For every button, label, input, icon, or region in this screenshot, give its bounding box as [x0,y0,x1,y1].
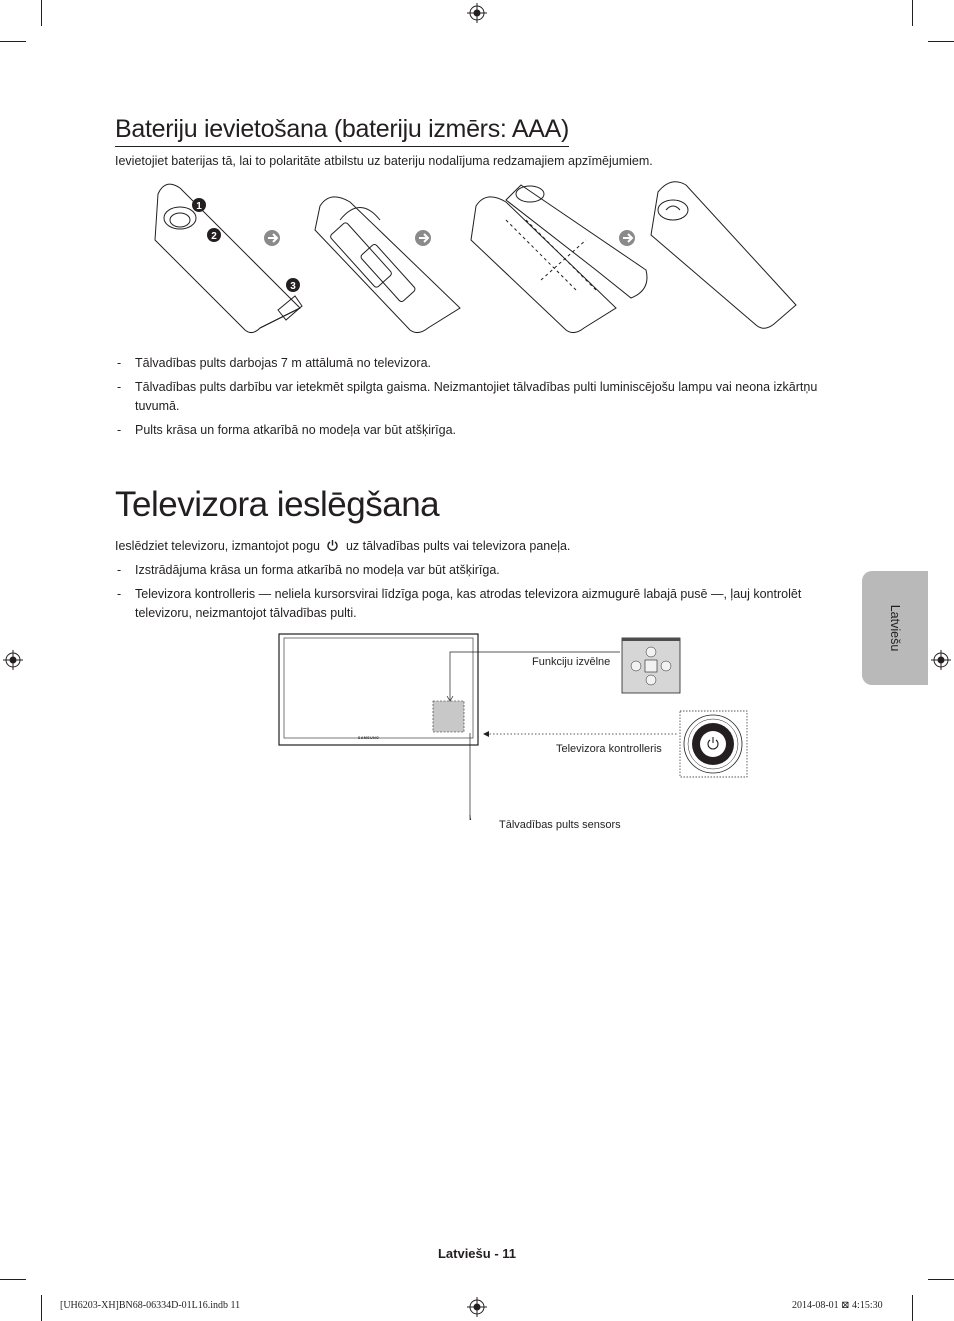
power-icon [326,539,339,552]
crop-mark [928,1279,954,1280]
tv-controller-diagram [270,630,760,820]
crop-mark [912,1295,913,1321]
step-badge-3 [286,278,300,292]
section-title-batteries: Bateriju ievietošana (bateriju izmērs: AAA) [115,112,569,147]
crop-mark [928,41,954,42]
batteries-notes [117,354,837,445]
registration-mark-icon [467,3,487,23]
crop-mark [0,41,26,42]
note-item: - Televizora kontrolleris — neliela kursorsvirai līdzīga poga, kas atrodas televizora aizmugurē labajā pusē —, ļauj kontrolēt televizoru, neizmantojot tālvadības pulti. [117,585,832,623]
remote-sensor-area [433,701,464,732]
note-item: - Izstrādājuma krāsa un forma atkarībā no modeļa var būt atšķirīga. [117,561,832,580]
crop-mark [41,1295,42,1321]
power-on-intro [115,537,570,556]
note-item: - Tālvadības pults darbojas 7 m attālumā no televizora. [117,354,837,373]
remote-step-2 [315,197,460,333]
remote-step-3 [471,185,647,333]
note-item: - Tālvadības pults darbību var ietekmēt spilgta gaisma. Neizmantojiet tālvadības pulti luminiscējošu lampu vai neona izkārtņu tuvumā. [117,378,837,416]
language-side-tab-label: Latviešu [888,604,902,652]
print-slug-left: [UH6203-XH]BN68-06334D-01L16.indb 11 [60,1300,241,1311]
tv-controller-button [680,711,747,777]
label-function-menu: Funkciju izvēlne [532,656,611,668]
registration-mark-icon [3,650,23,670]
language-side-tab [862,571,928,685]
tv-brand-logo: SAMSUNG [358,736,380,740]
note-item: - Pults krāsa un forma atkarībā no modeļa var būt atšķirīga. [117,421,837,440]
next-step-arrow-icon [619,230,635,246]
registration-mark-icon [467,1297,487,1317]
intro-text-before: Ieslēdziet televizoru, izmantojot pogu [115,539,320,553]
remote-step-4 [651,182,796,329]
next-step-arrow-icon [415,230,431,246]
step-badge-1 [192,198,206,212]
next-step-arrow-icon [264,230,280,246]
intro-text-after: uz tālvadības pults vai televizora paneļa. [345,539,571,553]
label-remote-sensor: Tālvadības pults sensors [499,819,621,831]
svg-text:2: 2 [211,231,217,242]
print-slug-right: 2014-08-01 ⊠ 4:15:30 [792,1300,883,1311]
crop-mark [0,1279,26,1280]
svg-text:1: 1 [196,201,202,212]
step-badge-2 [207,228,221,242]
crop-mark [912,0,913,26]
batteries-intro: Ievietojiet baterijas tā, lai to polaritāte atbilstu uz bateriju nodalījuma redzamajiem apzīmējumiem. [115,154,653,168]
power-on-notes [117,561,832,628]
battery-insertion-illustration [150,180,810,336]
function-menu-panel [622,638,680,693]
crop-mark [41,0,42,26]
section-title-power-on: Televizora ieslēgšana [115,485,440,524]
label-tv-controller: Televizora kontrolleris [556,743,662,755]
page-number: Latviešu - 11 [437,1246,517,1261]
remote-step-1 [155,184,302,332]
svg-text:3: 3 [290,281,296,292]
registration-mark-icon [931,650,951,670]
